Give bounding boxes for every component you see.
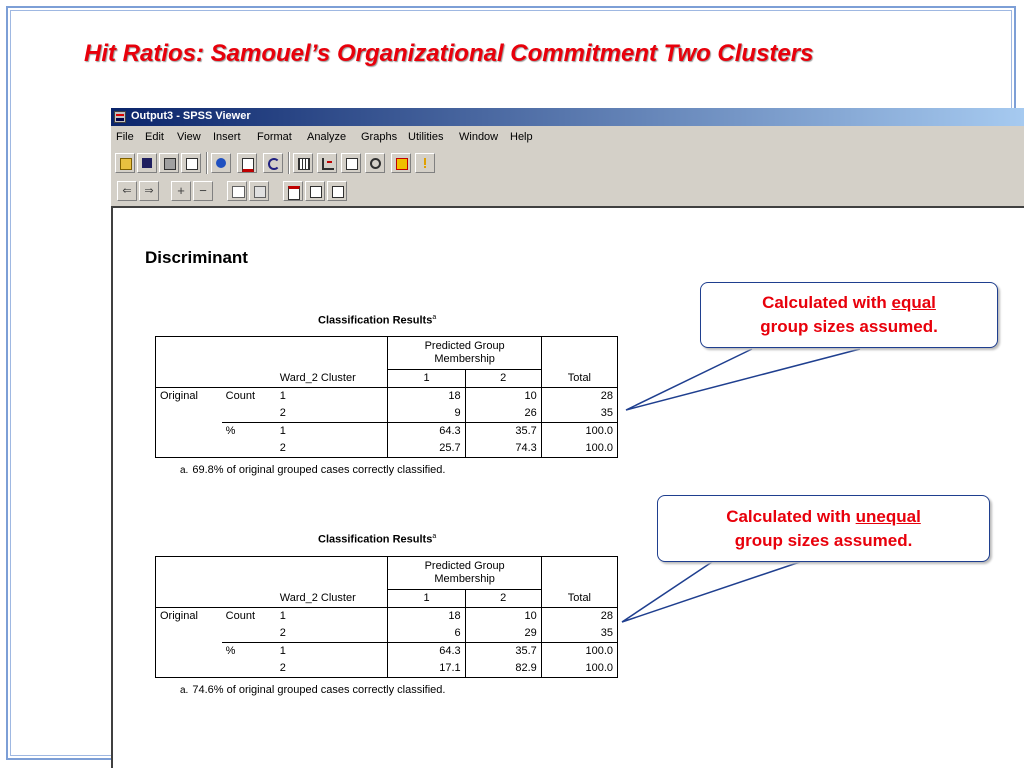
row-group: 1: [279, 610, 286, 622]
callout-prefix: Calculated with: [726, 507, 856, 526]
cell-value: 64.3: [388, 643, 465, 661]
menu-window[interactable]: Window: [459, 131, 499, 143]
callout-pointer-equal: [626, 349, 860, 410]
callout-equal: [700, 282, 998, 348]
cell-value: 82.9: [465, 660, 541, 678]
predicted-group-header-line2: Membership: [434, 353, 495, 365]
cluster-label: Ward_2 Cluster: [276, 370, 388, 388]
row-label-original: Original: [160, 390, 198, 402]
table-caption-text: Classification Results: [318, 533, 433, 546]
row-label-percent: %: [222, 423, 276, 441]
row-label-count: Count: [225, 610, 255, 622]
window-title: Output3 - SPSS Viewer: [131, 110, 251, 122]
cell-total: 100.0: [541, 440, 617, 458]
cell-total: 100.0: [541, 643, 617, 661]
cell-value: 35.7: [465, 423, 541, 441]
menu-view[interactable]: View: [177, 131, 201, 143]
row-label-count: Count: [225, 390, 255, 402]
row-label-original: Original: [160, 610, 198, 622]
cell-value: 18: [388, 388, 465, 406]
callout-line2: group sizes assumed.: [760, 317, 938, 336]
column-header-2: 2: [465, 590, 541, 608]
cell-value: 35.7: [465, 643, 541, 661]
table-caption-footnote-mark: a: [432, 314, 437, 321]
cell-total: 35: [541, 625, 617, 643]
callout-line2: group sizes assumed.: [734, 531, 913, 550]
footnote-text: 74.6% of original grouped cases correctly classified.: [192, 684, 446, 696]
cell-value: 17.1: [388, 660, 465, 678]
cell-value: 10: [465, 388, 541, 406]
slide-title: Hit Ratios: Samouel’s Organizational Commitment Two Clusters: [84, 40, 814, 67]
collapse-icon: −: [199, 183, 207, 198]
cell-value: 74.3: [465, 440, 541, 458]
cell-value: 9: [388, 405, 465, 423]
menu-edit[interactable]: Edit: [145, 131, 164, 143]
cell-total: 35: [541, 405, 617, 423]
row-group: 2: [279, 407, 286, 419]
table-caption-footnote-mark: a: [432, 533, 437, 540]
menu-format[interactable]: Format: [257, 131, 292, 143]
expand-icon: +: [177, 183, 185, 198]
menu-help[interactable]: Help: [510, 131, 533, 143]
cell-total: 28: [541, 608, 617, 626]
footnote-text: 69.8% of original grouped cases correctly classified.: [192, 464, 446, 476]
menu-utilities[interactable]: Utilities: [408, 131, 444, 143]
column-header-2: 2: [465, 370, 541, 388]
menu-file[interactable]: File: [116, 131, 134, 143]
row-group: 1: [279, 390, 286, 402]
cell-value: 64.3: [388, 423, 465, 441]
row-group: 1: [276, 423, 388, 441]
menu-insert[interactable]: Insert: [213, 131, 241, 143]
menu-graphs[interactable]: Graphs: [361, 131, 398, 143]
cell-value: 25.7: [388, 440, 465, 458]
cell-value: 26: [465, 405, 541, 423]
cell-total: 28: [541, 388, 617, 406]
row-label-percent: %: [222, 643, 276, 661]
predicted-group-header-line1: Predicted Group: [424, 560, 505, 572]
table-caption-text: Classification Results: [318, 314, 433, 327]
cell-total: 100.0: [541, 660, 617, 678]
cell-total: 100.0: [541, 423, 617, 441]
row-group: 2: [279, 627, 286, 639]
column-header-total: Total: [541, 370, 617, 388]
callout-unequal: [657, 495, 990, 562]
cell-value: 10: [465, 608, 541, 626]
cell-value: 18: [388, 608, 465, 626]
row-group: 2: [279, 662, 286, 674]
output-heading: Discriminant: [145, 248, 248, 267]
callout-prefix: Calculated with: [762, 293, 892, 312]
row-group: 1: [276, 643, 388, 661]
predicted-group-header-line1: Predicted Group: [424, 340, 505, 352]
column-header-1: 1: [388, 590, 465, 608]
cell-value: 6: [388, 625, 465, 643]
callout-pointer-unequal: [622, 562, 800, 622]
callout-keyword: unequal: [855, 507, 921, 526]
demote-icon: ⇒: [144, 185, 154, 197]
callout-keyword: equal: [891, 293, 936, 312]
cell-value: 29: [465, 625, 541, 643]
row-group: 2: [279, 442, 286, 454]
column-header-1: 1: [388, 370, 465, 388]
menu-analyze[interactable]: Analyze: [307, 131, 347, 143]
cluster-label: Ward_2 Cluster: [276, 590, 388, 608]
footnote-mark: a.: [180, 465, 189, 476]
promote-icon: ⇐: [122, 185, 132, 197]
predicted-group-header-line2: Membership: [434, 573, 495, 585]
column-header-total: Total: [541, 590, 617, 608]
footnote-mark: a.: [180, 685, 189, 696]
